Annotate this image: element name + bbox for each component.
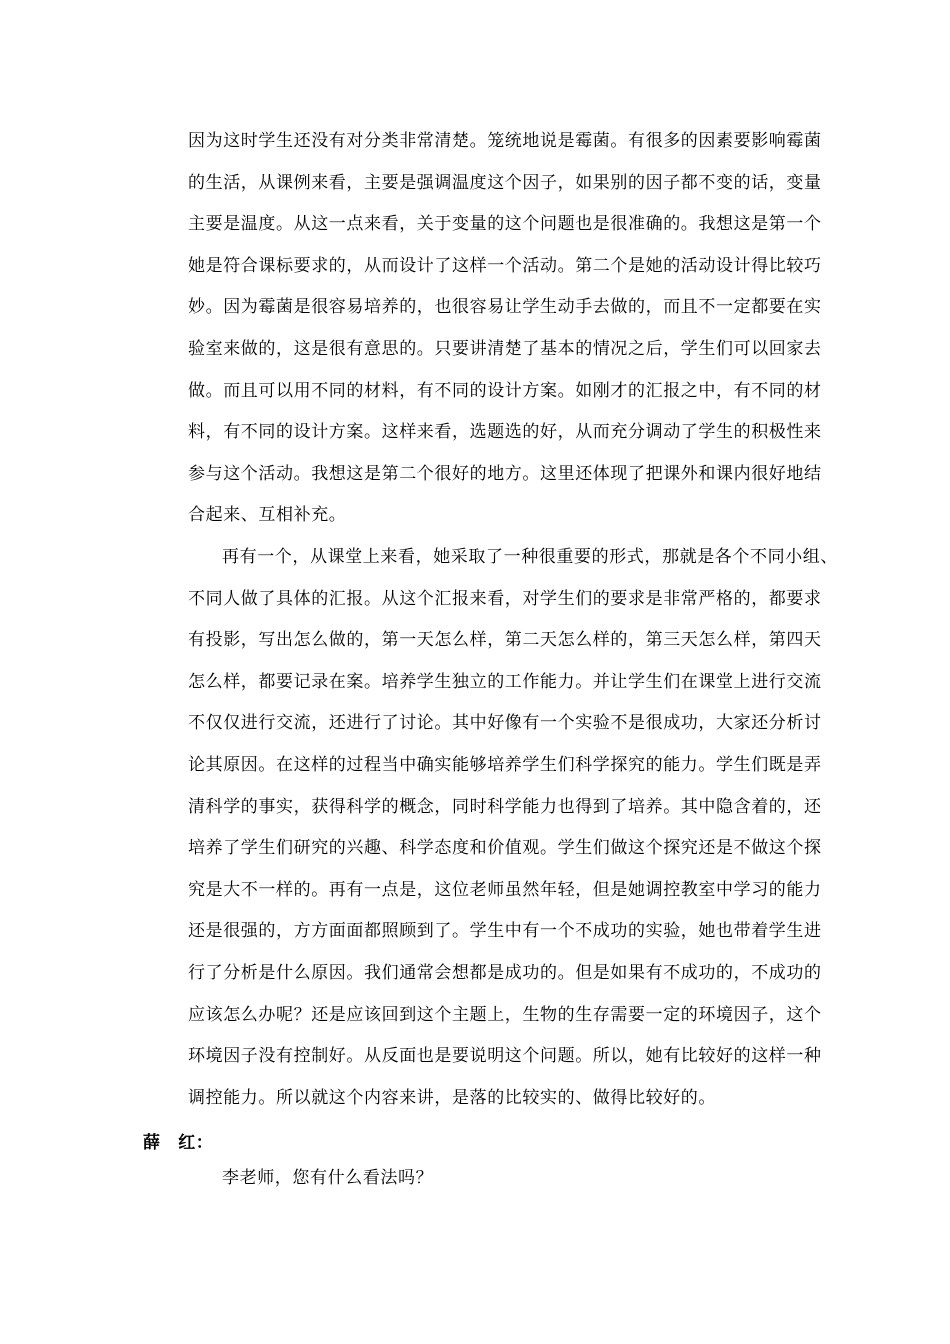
text-line: 论其原因。在这样的过程当中确实能够培养学生们科学探究的能力。学生们既是弄 (188, 754, 822, 775)
text-line: 清科学的事实，获得科学的概念，同时科学能力也得到了培养。其中隐含着的，还 (188, 796, 822, 817)
speaker-label: 薛 红： (143, 1133, 214, 1153)
text-line: 有投影，写出怎么做的，第一天怎么样，第二天怎么样的，第三天怎么样，第四天 (188, 630, 822, 651)
text-line: 行了分析是什么原因。我们通常会想都是成功的。但是如果有不成功的，不成功的 (188, 962, 822, 983)
text-line: 妙。因为霉菌是很容易培养的，也很容易让学生动手去做的，而且不一定都要在实 (188, 297, 822, 318)
text-line: 主要是温度。从这一点来看，关于变量的这个问题也是很准确的。我想这是第一个 (188, 214, 822, 235)
text-line: 因为这时学生还没有对分类非常清楚。笼统地说是霉菌。有很多的因素要影响霉菌 (188, 131, 822, 151)
text-line: 调控能力。所以就这个内容来讲，是落的比较实的、做得比较好的。 (188, 1087, 716, 1108)
text-line: 做。而且可以用不同的材料，有不同的设计方案。如刚才的汇报之中，有不同的材 (188, 380, 822, 401)
text-line: 究是大不一样的。再有一点是，这位老师虽然年轻，但是她调控教室中学习的能力 (188, 879, 822, 900)
text-line: 合起来、互相补充。 (188, 505, 347, 526)
text-line-indented: 再有一个，从课堂上来看，她采取了一种很重要的形式，那就是各个不同小组、 (222, 547, 838, 567)
text-line: 参与这个活动。我想这是第二个很好的地方。这里还体现了把课外和课内很好地结 (188, 463, 822, 484)
text-line: 应该怎么办呢？还是应该回到这个主题上，生物的生存需要一定的环境因子，这个 (188, 1004, 822, 1025)
text-line: 不仅仅进行交流，还进行了讨论。其中好像有一个实验不是很成功，大家还分析讨 (188, 713, 822, 734)
text-line: 怎么样，都要记录在案。培养学生独立的工作能力。并让学生们在课堂上进行交流 (188, 671, 822, 692)
paragraph-classroom (188, 537, 838, 1119)
speaker-question: 李老师，您有什么看法吗？ (222, 1168, 434, 1188)
text-line: 料，有不同的设计方案。这样来看，选题选的好，从而充分调动了学生的积极性来 (188, 422, 822, 443)
text-line: 培养了学生们研究的兴趣、科学态度和价值观。学生们做这个探究还是不做这个探 (188, 838, 822, 859)
paragraph-continued (188, 121, 822, 537)
text-line: 还是很强的，方方面面都照顾到了。学生中有一个不成功的实验，她也带着学生进 (188, 921, 822, 942)
text-line: 验室来做的，这是很有意思的。只要讲清楚了基本的情况之后，学生们可以回家去 (188, 338, 822, 359)
text-line: 不同人做了具体的汇报。从这个汇报来看，对学生们的要求是非常严格的，都要求 (188, 588, 822, 609)
text-line: 的生活，从课例来看，主要是强调温度这个因子，如果别的因子都不变的话，变量 (188, 172, 822, 193)
text-line: 环境因子没有控制好。从反面也是要说明这个问题。所以，她有比较好的这样一种 (188, 1046, 822, 1067)
text-line: 她是符合课标要求的，从而设计了这样一个活动。第二个是她的活动设计得比较巧 (188, 255, 822, 276)
